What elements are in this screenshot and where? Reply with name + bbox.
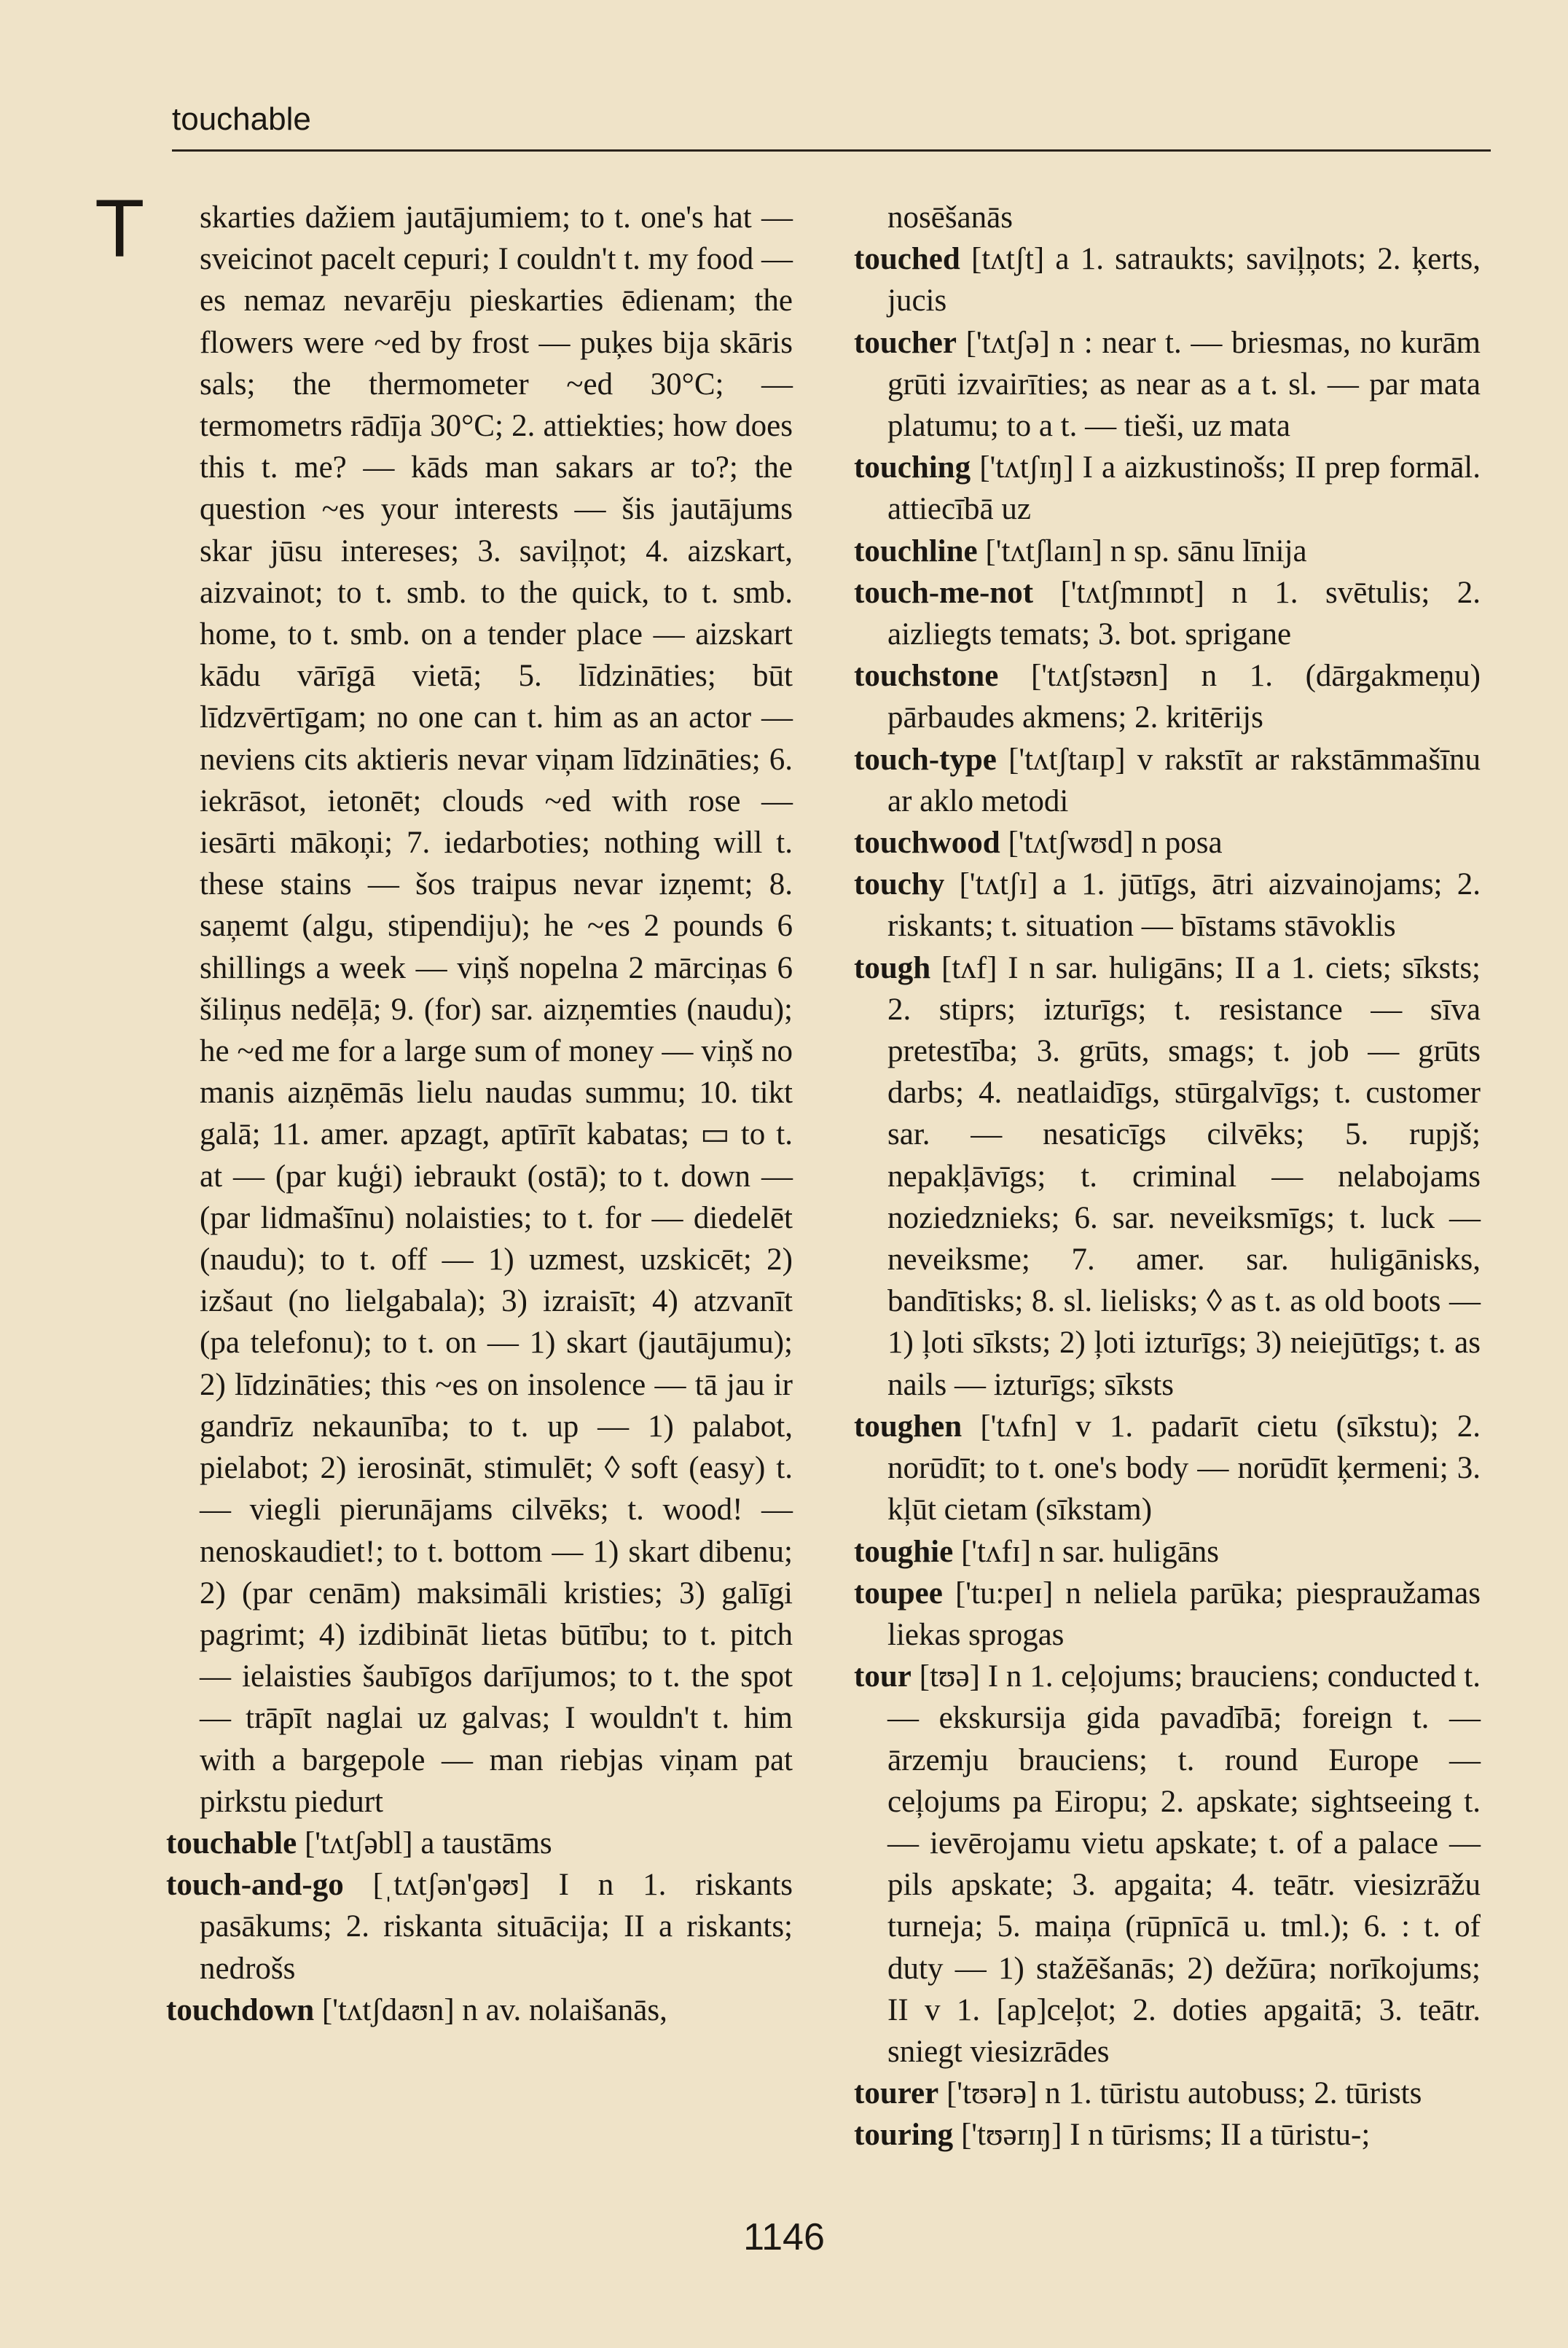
header-rule	[172, 149, 1491, 152]
headword: touring	[854, 2118, 954, 2153]
headword: touchable	[166, 1825, 297, 1860]
left-column	[166, 197, 793, 2031]
headword: tour	[854, 1659, 912, 1694]
entry-text: [tʊə] I n 1. ceļojums; brauciens; conducted t. — ekskursija gida pavadībā; foreign t. — ārzemju brauciens; t. round Europe — ceļojums pa Eiropu; 2. apskate; sightseeing t. — ievērojamu vietu apskate; t. of a palace — pils apskate; 3. apgaita; 4. teātr. viesizrāžu turneja; 5. maiņa (rūpnīcā u. tml.); 6. : t. of duty — 1) stažēšanās; 2) dežūra; norīkojums; II v 1. [ap]ceļot; 2. doties apgaitā; 3. teātr. sniegt viesizrādes	[887, 1659, 1481, 2069]
dictionary-entry	[854, 655, 1481, 738]
entry-text: ['tʊərɪŋ] I n tūrisms; II a tūristu-;	[960, 2118, 1371, 2153]
dictionary-entry	[854, 531, 1481, 572]
dictionary-entry	[854, 1531, 1481, 1573]
dictionary-entry	[166, 1864, 793, 1989]
headword: touched	[854, 242, 960, 277]
entry-text: ['tʌtʃstəʊn] n 1. (dārgakmeņu) pārbaudes akmens; 2. kritērijs	[887, 659, 1481, 735]
dictionary-entry	[854, 822, 1481, 864]
dictionary-entry	[854, 739, 1481, 822]
headword: touchline	[854, 533, 978, 568]
headword: touch-and-go	[166, 1868, 344, 1903]
entry-text: nosēšanās	[887, 200, 1013, 235]
entry-text: [ˌtʌtʃən'ɡəʊ] I n 1. riskants pasākums; 2. riskanta situācija; II a riskants; nedrošs	[200, 1868, 793, 1986]
right-column	[854, 197, 1481, 2156]
headword: touchstone	[854, 659, 999, 694]
entry-text: ['tʌtʃə] n : near t. — briesmas, no kurām grūti izvairīties; as near as a t. sl. — par mata platumu; to a t. — tieši, uz mata	[887, 325, 1481, 444]
dictionary-entry	[854, 1656, 1481, 2073]
headword: toupee	[854, 1576, 943, 1611]
entry-text: ['tʌtʃəbl] a taustāms	[304, 1825, 552, 1860]
headword: touchy	[854, 867, 945, 902]
dictionary-entry	[854, 1573, 1481, 1656]
headword: tough	[854, 950, 931, 985]
headword: touch-me-not	[854, 575, 1034, 610]
headword: touchwood	[854, 826, 1000, 861]
entry-text: ['tʌtʃɪŋ] I a aizkustinošs; II prep formāl. attiecībā uz	[887, 450, 1481, 527]
dictionary-entry	[854, 238, 1481, 321]
entry-text: [tʌf] I n sar. huligāns; II a 1. ciets; sīksts; 2. stiprs; izturīgs; t. resistance — sīva pretestība; 3. grūts, smags; t. job — grūts darbs; 4. neatlaidīgs, stūrgalvīgs; t. customer sar. — nesaticīgs cilvēks; 5. rupjš; nepakļāvīgs; t. criminal — nelabojams noziedznieks; 6. sar. neveiksmīgs; t. luck — neveiksme; 7. amer. sar. huligānisks, bandītisks; 8. sl. lielisks; ◊ as t. as old boots — 1) ļoti sīksts; 2) ļoti izturīgs; 3) neiejūtīgs; t. as nails — izturīgs; sīksts	[887, 950, 1481, 1402]
dictionary-entry	[166, 1989, 793, 2031]
dictionary-entry	[854, 2073, 1481, 2114]
running-head: touchable	[172, 101, 311, 137]
entry-text: ['tʌtʃɪ] a 1. jūtīgs, ātri aizvainojams; 2. riskants; t. situation — bīstams stāvoklis	[887, 867, 1481, 944]
dictionary-entry	[854, 1406, 1481, 1531]
headword: toughen	[854, 1409, 963, 1444]
headword: tourer	[854, 2076, 939, 2111]
entry-text: skarties dažiem jautājumiem; to t. one's hat — sveicinot pacelt cepuri; I couldn't t. my food — es nemaz nevarēju pieskarties ēdienam; the flowers were ~ed by frost — puķes bija skāris sals; the thermometer ~ed 30°C; — termometrs rādīja 30°C; 2. attiekties; how does this t. me? — kāds man sakars ar to?; the question ~es your interests — šis jautājums skar jūsu intereses; 3. saviļņot; 4. aizskart, aizvainot; to t. smb. to the quick, to t. smb. home, to t. smb. on a tender place — aizskart kādu vārīgā vietā; 5. līdzināties; būt līdzvērtīgam; no one can t. him as an actor — neviens cits aktieris nevar viņam līdzināties; 6. iekrāsot, ietonēt; clouds ~ed with rose — iesārti mākoņi; 7. iedarboties; nothing will t. these stains — šos traipus nevar izņemt; 8. saņemt (algu, stipendiju); he ~es 2 pounds 6 shillings a week — viņš nopelna 2 mārciņas 6 šiliņus nedēļā; 9. (for) sar. aizņemties (naudu); he ~ed me for a large sum of money — viņš no manis aizņēmās lielu naudas summu; 10. tikt galā; 11. amer. apzagt, aptīrīt kabatas; ▭ to t. at — (par kuģi) iebraukt (ostā); to t. down — (par lidmašīnu) nolaisties; to t. for — diedelēt (naudu); to t. off — 1) uzmest, uzskicēt; 2) izšaut (no lielgabala); 3) izraisīt; 4) atzvanīt (pa telefonu); to t. on — 1) skart (jautājumu); 2) līdzināties; this ~es on insolence — tā jau ir gandrīz nekaunība; to t. up — 1) palabot, pielabot; 2) ierosināt, stimulēt; ◊ soft (easy) t. — viegli pierunājams cilvēks; t. wood! — nenoskaudiet!; to t. bottom — 1) skart dibenu; 2) (par cenām) maksimāli kristies; 3) galīgi pagrimt; 4) izdibināt lietas būtību; to t. pitch — ielaisties šaubīgos darījumos; to t. the spot — trāpīt naglai uz galvas; I wouldn't t. him with a bargepole — man riebjas viņam pat pirkstu piedurt	[200, 200, 793, 1819]
page-number: 1146	[743, 2216, 825, 2258]
dictionary-entry	[854, 864, 1481, 947]
dictionary-entry	[854, 2114, 1481, 2156]
entry-continuation	[166, 197, 793, 1823]
dictionary-entry	[166, 1823, 793, 1864]
headword: touch-type	[854, 742, 997, 777]
headword: touchdown	[166, 1992, 315, 2027]
section-letter: T	[95, 183, 145, 274]
entry-text: ['tʌfɪ] n sar. huligāns	[960, 1534, 1220, 1569]
headword: toucher	[854, 325, 957, 360]
entry-text: ['tʌtʃmɪnɒt] n 1. svētulis; 2. aizliegts temats; 3. bot. sprigane	[887, 575, 1481, 652]
dictionary-entry	[854, 322, 1481, 447]
entry-text: ['tʌfn] v 1. padarīt cietu (sīkstu); 2. norūdīt; to t. one's body — norūdīt ķermeni; 3. kļūt cietam (sīkstam)	[887, 1409, 1481, 1527]
entry-text: ['tʌtʃdaʊn] n av. nolaišanās,	[321, 1992, 667, 2027]
dictionary-entry	[854, 947, 1481, 1406]
dictionary-entry	[854, 447, 1481, 530]
entry-text: ['tʌtʃlaɪn] n sp. sānu līnija	[985, 533, 1307, 568]
headword: toughie	[854, 1534, 954, 1569]
entry-text: ['tu:peɪ] n neliela parūka; piespraužamas liekas sprogas	[887, 1576, 1481, 1652]
entry-text: [tʌtʃt] a 1. satraukts; saviļņots; 2. ķerts, jucis	[887, 242, 1481, 318]
entry-text: ['tʌtʃtaɪp] v rakstīt ar rakstāmmašīnu ar aklo metodi	[887, 742, 1481, 818]
entry-text: ['tʊərə] n 1. tūristu autobuss; 2. tūrists	[946, 2076, 1422, 2111]
entry-text: ['tʌtʃwʊd] n posa	[1008, 826, 1223, 861]
entry-continuation	[854, 197, 1481, 238]
headword: touching	[854, 450, 971, 485]
dictionary-entry	[854, 572, 1481, 655]
